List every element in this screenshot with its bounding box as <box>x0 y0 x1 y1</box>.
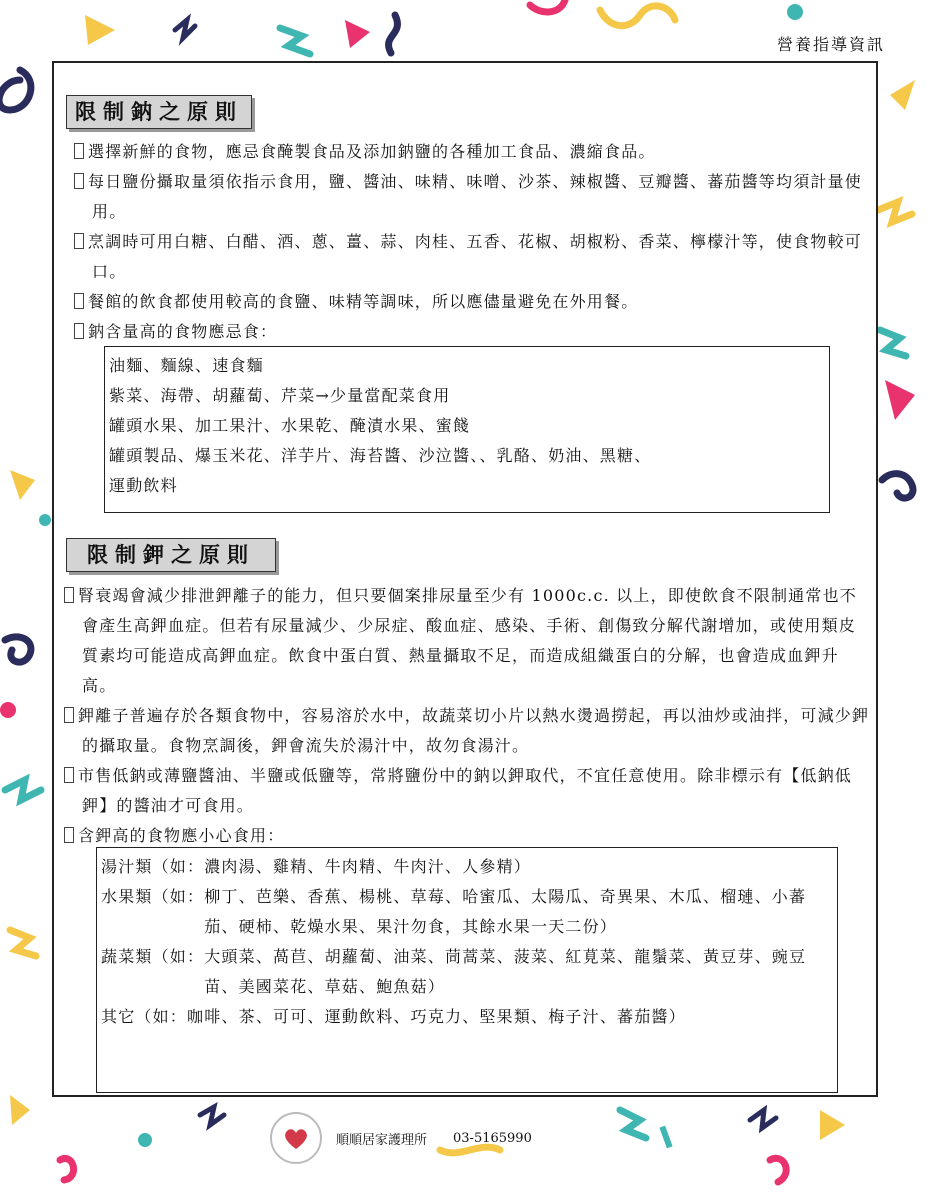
sodium-box-line: 罐頭水果、加工果汁、水果乾、醃漬水果、蜜餞 <box>109 416 471 435</box>
heart-logo-icon <box>270 1112 322 1164</box>
footer <box>270 1112 532 1164</box>
org-name: 順順居家護理所 <box>336 1132 428 1148</box>
bullet-icon <box>74 173 84 189</box>
bullet-icon <box>74 293 84 309</box>
sodium-item-4: 餐館的飲食都使用較高的食鹽、味精等調味，所以應儘量避免在外用餐。 <box>68 287 868 317</box>
potassium-list <box>58 581 872 851</box>
phone-number: 03-5165990 <box>453 1130 532 1146</box>
bullet-icon <box>74 323 84 339</box>
header-tag: 營養指導資訊 <box>776 35 885 54</box>
sodium-box-line: 罐頭製品、爆玉米花、洋芋片、海苔醬、沙泣醬、、乳酪、奶油、黑糖、 <box>109 446 652 465</box>
sodium-box-line: 油麵、麵線、速食麵 <box>109 356 264 375</box>
sodium-item-5: 鈉含量高的食物應忌食： <box>68 317 868 347</box>
sodium-box-line: 紫菜、海帶、胡蘿蔔、芹菜→少量當配菜食用 <box>109 386 451 405</box>
content-frame <box>52 61 878 1097</box>
sodium-item-1: 選擇新鮮的食物，應忌食醃製食品及添加鈉鹽的各種加工食品、濃縮食品。 <box>68 137 868 167</box>
potassium-box-row: 其它（如： 咖啡、茶、可可、運動飲料、巧克力、堅果類、梅子汁、蕃茄醬） <box>101 1007 686 1026</box>
bullet-icon <box>64 707 74 723</box>
potassium-box-row: 湯汁類（如： 濃肉湯、雞精、牛肉精、牛肉汁、人參精） <box>101 857 532 876</box>
sodium-food-box <box>104 346 830 513</box>
potassium-box-row: 蔬菜類（如： 大頭菜、萵苣、胡蘿蔔、油菜、茼蒿菜、菠菜、紅莧菜、龍鬚菜、黃豆芽、豌豆苗、美國菜花、草菇、鮑魚菇） <box>101 947 807 996</box>
potassium-item-1: 腎衰竭會減少排泄鉀離子的能力，但只要個案排尿量至少有 1000c.c. 以上，即使飲食不限制通常也不會產生高鉀血症。但若有尿量減少、少尿症、酸血症、感染、手術、創傷致分解代謝增加，或使用類皮質素均可能造成高鉀血症。飲食中蛋白質、熱量攝取不足，而造成組織蛋白的分解，也會造成血鉀升高。 <box>58 581 872 701</box>
potassium-item-4: 含鉀高的食物應小心食用： <box>58 821 872 851</box>
potassium-section-title: 限制鉀之原則 <box>66 538 276 572</box>
sodium-item-3: 烹調時可用白糖、白醋、酒、蔥、薑、蒜、肉桂、五香、花椒、胡椒粉、香菜、檸檬汁等，使食物較可口。 <box>68 227 868 287</box>
sodium-box-line: 運動飲料 <box>109 476 178 495</box>
sodium-list <box>68 137 868 347</box>
bullet-icon <box>64 587 74 603</box>
bullet-icon <box>74 233 84 249</box>
sodium-section-title: 限制鈉之原則 <box>66 95 252 129</box>
bullet-icon <box>64 827 74 843</box>
potassium-item-2: 鉀離子普遍存於各類食物中，容易溶於水中，故蔬菜切小片以熱水燙過撈起，再以油炒或油拌，可減少鉀的攝取量。食物烹調後，鉀會流失於湯汁中，故勿食湯汁。 <box>58 701 872 761</box>
potassium-food-box <box>96 847 838 1093</box>
potassium-item-3: 市售低鈉或薄鹽醬油、半鹽或低鹽等，常將鹽份中的鈉以鉀取代，不宜任意使用。除非標示有【低鈉低鉀】的醬油才可食用。 <box>58 761 872 821</box>
bullet-icon <box>64 767 74 783</box>
potassium-box-row: 水果類（如： 柳丁、芭樂、香蕉、楊桃、草莓、哈蜜瓜、太陽瓜、奇異果、木瓜、榴璉、小蕃茄、硬柿、乾燥水果、果汁勿食，其餘水果一天二份） <box>101 887 807 936</box>
bullet-icon <box>74 143 84 159</box>
sodium-item-2: 每日鹽份攝取量須依指示食用，鹽、醬油、味精、味噌、沙茶、辣椒醬、豆瓣醬、蕃茄醬等均須計量使用。 <box>68 167 868 227</box>
